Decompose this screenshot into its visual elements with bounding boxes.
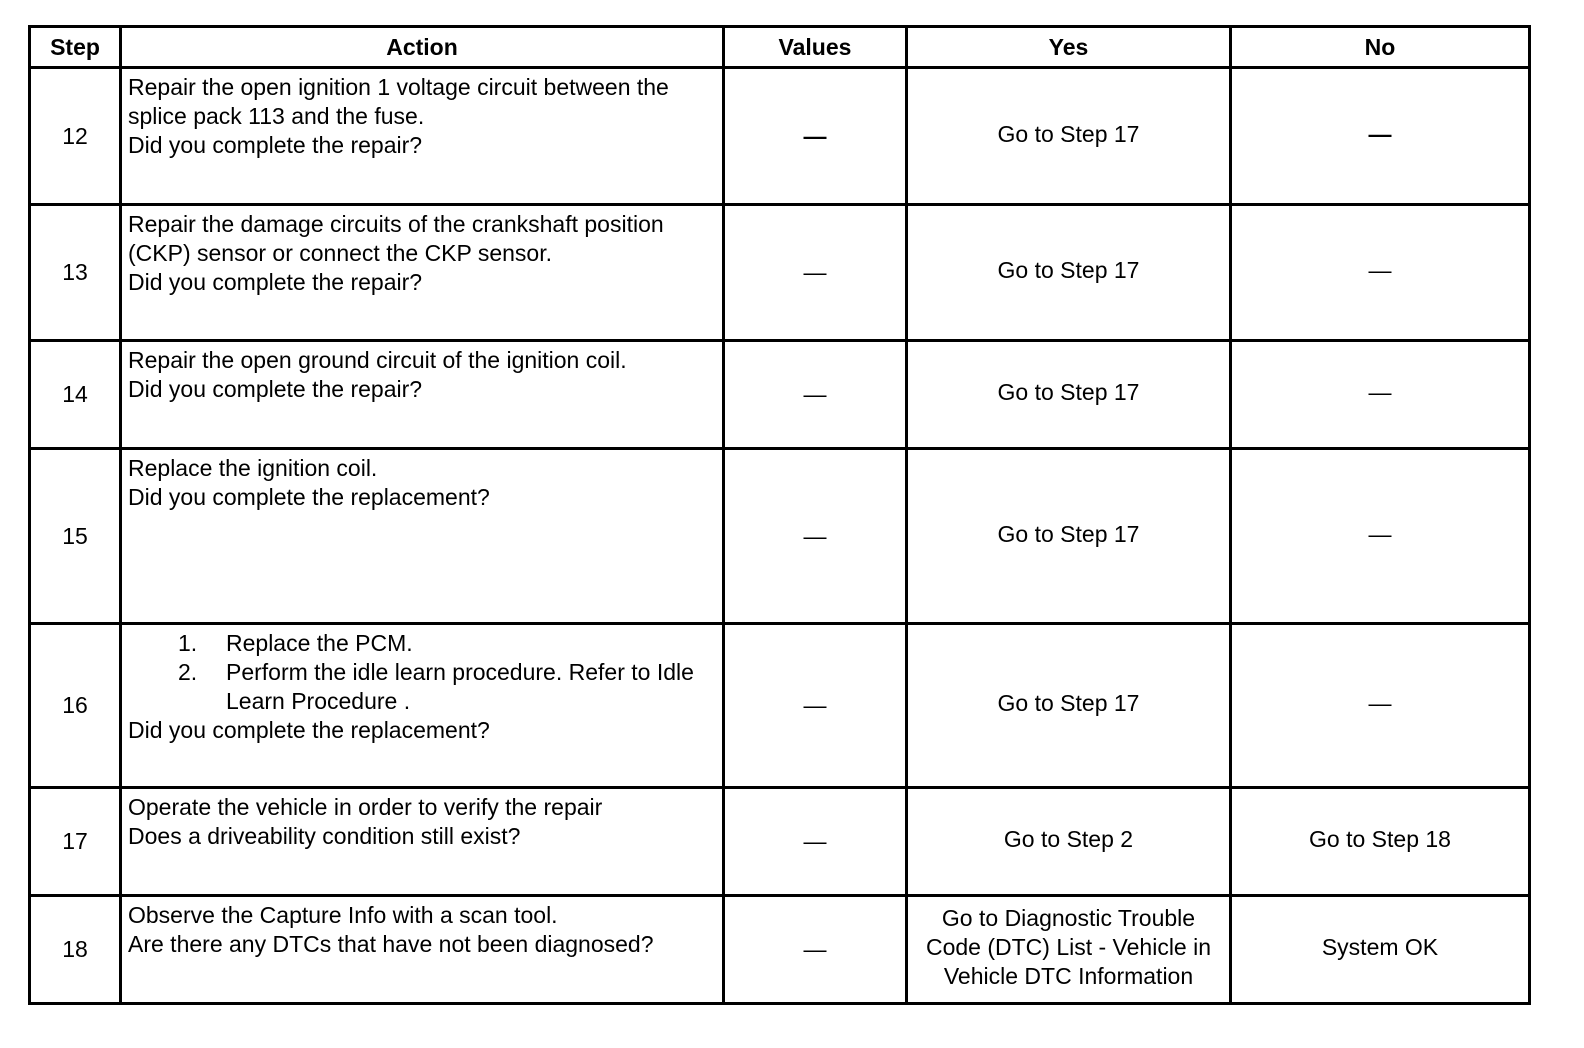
action-text: Repair the open ground circuit of the ignition coil. — [128, 347, 627, 373]
table-row — [30, 341, 1530, 449]
action-question: Did you complete the repair? — [128, 376, 423, 402]
yes-cell — [907, 896, 1231, 1004]
step-number: 15 — [30, 449, 121, 624]
yes-link[interactable]: Go to Step 2 — [1003, 826, 1134, 852]
yes-cell — [907, 205, 1231, 341]
action-text: Replace the ignition coil. — [128, 455, 378, 481]
action-question: Are there any DTCs that have not been diagnosed? — [128, 931, 654, 957]
action-text: Repair the open ignition 1 voltage circuit between the splice pack 113 and the fuse. — [128, 74, 669, 129]
action-cell — [121, 449, 724, 624]
no-value: — — [1368, 257, 1392, 283]
action-cell — [121, 896, 724, 1004]
no-value: System OK — [1321, 934, 1439, 960]
table-row — [30, 624, 1530, 788]
values-cell: — — [724, 341, 907, 449]
header-values: Values — [724, 27, 907, 68]
step-number: 18 — [30, 896, 121, 1004]
no-cell — [1231, 68, 1530, 205]
yes-cell — [907, 449, 1231, 624]
action-cell — [121, 788, 724, 896]
yes-link[interactable]: Go to Step 17 — [997, 520, 1140, 547]
yes-link[interactable]: Go to Step 17 — [997, 379, 1140, 405]
action-cell — [121, 68, 724, 205]
list-item-number: 2. — [178, 659, 198, 685]
action-question: Did you complete the replacement? — [128, 484, 490, 510]
list-item — [128, 629, 716, 658]
no-value: — — [1368, 120, 1392, 147]
yes-link[interactable]: Go to Step 17 — [997, 690, 1140, 716]
values-cell: — — [724, 788, 907, 896]
no-value: — — [1368, 690, 1392, 716]
no-cell — [1231, 788, 1530, 896]
action-question: Did you complete the repair? — [128, 132, 423, 158]
action-question: Did you complete the repair? — [128, 269, 423, 295]
action-text: Observe the Capture Info with a scan tool. — [128, 902, 558, 928]
no-value: — — [1368, 520, 1392, 547]
step-number: 13 — [30, 205, 121, 341]
values-cell: — — [724, 205, 907, 341]
values-cell: — — [724, 896, 907, 1004]
no-value: — — [1368, 379, 1392, 405]
action-cell — [121, 205, 724, 341]
step-number: 12 — [30, 68, 121, 205]
no-cell — [1231, 341, 1530, 449]
no-link[interactable]: Go to Step 18 — [1309, 826, 1451, 852]
action-text: Operate the vehicle in order to verify the repair — [128, 794, 603, 820]
action-question: Does a driveability condition still exist? — [128, 823, 521, 849]
action-question: Did you complete the replacement? — [128, 717, 490, 743]
table-row — [30, 896, 1530, 1004]
yes-link[interactable]: Go to Diagnostic Trouble Code (DTC) List - Vehicle in Vehicle DTC Information — [925, 905, 1212, 989]
action-cell — [121, 341, 724, 449]
table-row — [30, 205, 1530, 341]
table-row — [30, 68, 1530, 205]
yes-link[interactable]: Go to Step 17 — [997, 120, 1140, 147]
yes-cell — [907, 624, 1231, 788]
table-row — [30, 788, 1530, 896]
step-number: 14 — [30, 341, 121, 449]
values-cell: — — [724, 624, 907, 788]
yes-cell — [907, 68, 1231, 205]
header-row — [30, 27, 1530, 68]
no-cell — [1231, 896, 1530, 1004]
yes-cell — [907, 341, 1231, 449]
table-row — [30, 449, 1530, 624]
action-list — [128, 629, 716, 716]
no-cell — [1231, 205, 1530, 341]
action-cell — [121, 624, 724, 788]
list-item — [128, 658, 716, 716]
action-text: Repair the damage circuits of the crankshaft position (CKP) sensor or connect the CKP sensor. — [128, 211, 664, 266]
step-number: 16 — [30, 624, 121, 788]
list-item-number: 1. — [178, 630, 198, 656]
list-item-text: Perform the idle learn procedure. Refer to Idle Learn Procedure . — [226, 659, 694, 714]
yes-cell — [907, 788, 1231, 896]
values-cell: — — [724, 68, 907, 205]
header-step: Step — [30, 27, 121, 68]
diagnostic-table — [28, 25, 1531, 1005]
header-no: No — [1231, 27, 1530, 68]
yes-link[interactable]: Go to Step 17 — [997, 257, 1140, 283]
values-cell: — — [724, 449, 907, 624]
list-item-text: Replace the PCM. — [226, 630, 413, 656]
no-cell — [1231, 449, 1530, 624]
no-cell — [1231, 624, 1530, 788]
step-number: 17 — [30, 788, 121, 896]
header-action: Action — [121, 27, 724, 68]
header-yes: Yes — [907, 27, 1231, 68]
